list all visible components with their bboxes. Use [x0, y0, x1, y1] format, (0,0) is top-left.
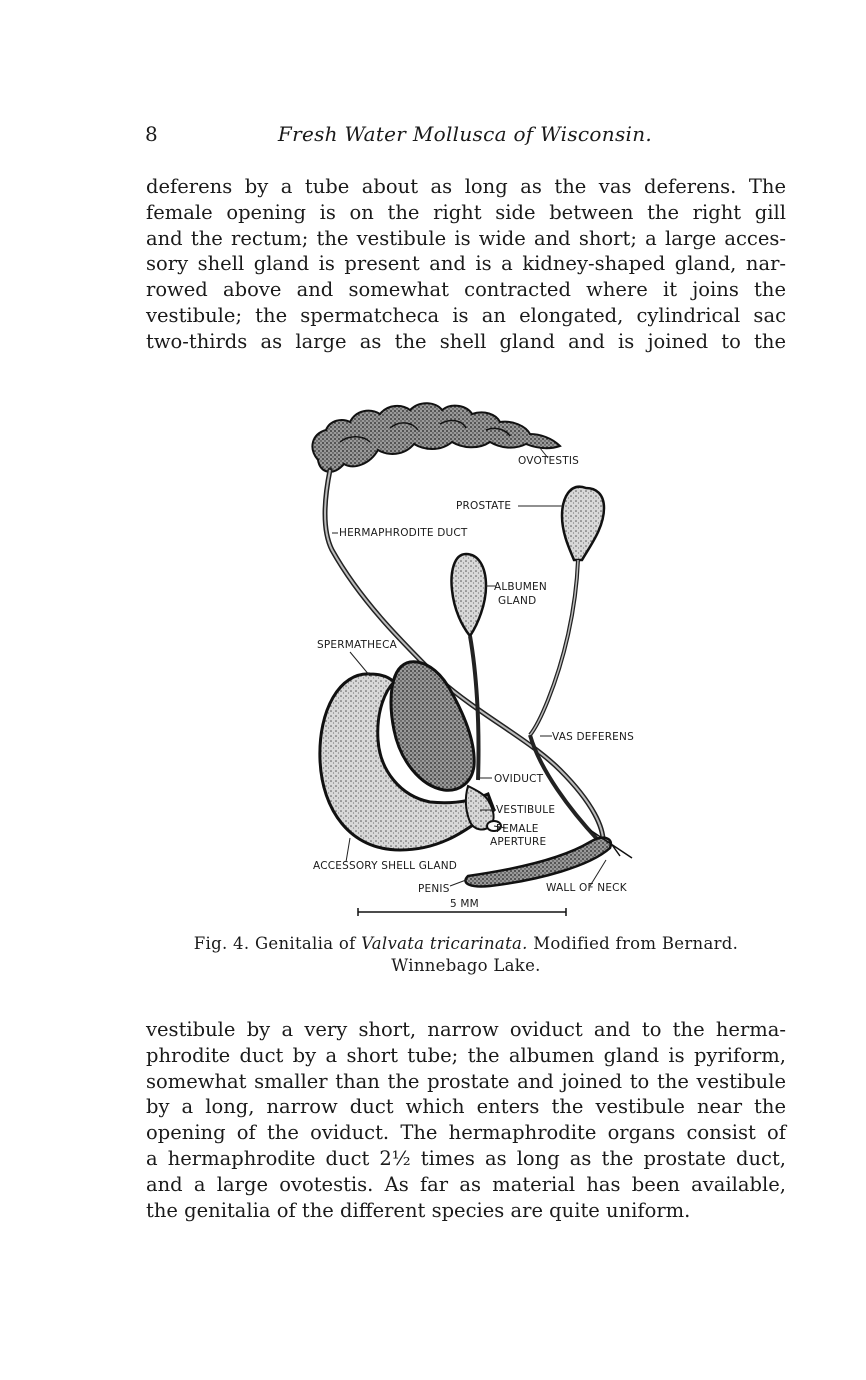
label-aperture: APERTURE [490, 836, 547, 848]
paragraph-line: female opening is on the right side between the right gill [146, 200, 786, 224]
paragraph-line: opening of the oviduct. The hermaphrodite organs consist of [146, 1121, 786, 1145]
label-prostate: PROSTATE [456, 500, 512, 512]
caption-species: Valvata tricarinata. [361, 934, 528, 953]
label-accessory-shell-gland: ACCESSORY SHELL GLAND [313, 860, 458, 872]
label-female: FEMALE [496, 823, 539, 835]
caption-text-before: Genitalia of [254, 934, 356, 953]
paragraph-line: somewhat smaller than the prostate and joined to the vestibule [146, 1069, 786, 1093]
caption-text-after: Modified from Bernard. [533, 934, 739, 953]
paragraph-line: a hermaphrodite duct 2½ times as long as the prostate duct, [146, 1146, 786, 1170]
paragraph-line: and the rectum; the vestibule is wide and short; a large acces- [146, 226, 786, 250]
spermatheca [391, 662, 474, 791]
genitalia-figure [290, 390, 660, 920]
label-albumen: ALBUMEN [494, 581, 547, 593]
label-gland: GLAND [498, 595, 537, 607]
label-oviduct: OVIDUCT [494, 773, 544, 785]
label-penis: PENIS [418, 883, 450, 895]
paragraph-line: vestibule; the spermatcheca is an elongated, cylindrical sac [146, 303, 786, 327]
label-ovotestis: OVOTESTIS [518, 455, 580, 467]
paragraph-line: two-thirds as large as the shell gland and is joined to the [146, 329, 786, 353]
paragraph-line: by a long, narrow duct which enters the vestibule near the [146, 1095, 786, 1119]
page-number: 8 [145, 122, 158, 146]
label-spermatheca: SPERMATHECA [317, 639, 398, 651]
running-title: Fresh Water Mollusca of Wisconsin. [277, 122, 653, 146]
prostate [530, 487, 604, 735]
paragraph-line: the genitalia of the different species are quite uniform. [146, 1198, 691, 1222]
paragraph-line: sory shell gland is present and is a kidney-shaped gland, nar- [146, 252, 786, 276]
label-vestibule: VESTIBULE [496, 804, 556, 816]
paragraph-line: vestibule by a very short, narrow oviduct and to the herma- [146, 1018, 786, 1041]
paragraph-top [146, 174, 786, 355]
caption-fig-label: Fig. 4. [193, 934, 250, 953]
paragraph-line: deferens by a tube about as long as the vas deferens. The [146, 175, 786, 198]
label-vas-deferens: VAS DEFERENS [552, 731, 634, 743]
label-scale: 5 MM [450, 898, 479, 910]
figure-caption [146, 933, 786, 977]
paragraph-bottom [146, 1017, 786, 1223]
caption-line-2: Winnebago Lake. [391, 956, 541, 975]
genitalia-illustration [290, 390, 660, 920]
label-hermaphrodite-duct: HERMAPHRODITE DUCT [339, 527, 468, 539]
page-header [145, 122, 785, 152]
paragraph-line: phrodite duct by a short tube; the albumen gland is pyriform, [146, 1043, 786, 1067]
paragraph-line: rowed above and somewhat contracted where it joins the [146, 278, 786, 302]
label-wall-of-neck: WALL OF NECK [546, 882, 627, 894]
caption-line-1 [146, 933, 786, 955]
paragraph-line: and a large ovotestis. As far as material has been available, [146, 1172, 786, 1196]
